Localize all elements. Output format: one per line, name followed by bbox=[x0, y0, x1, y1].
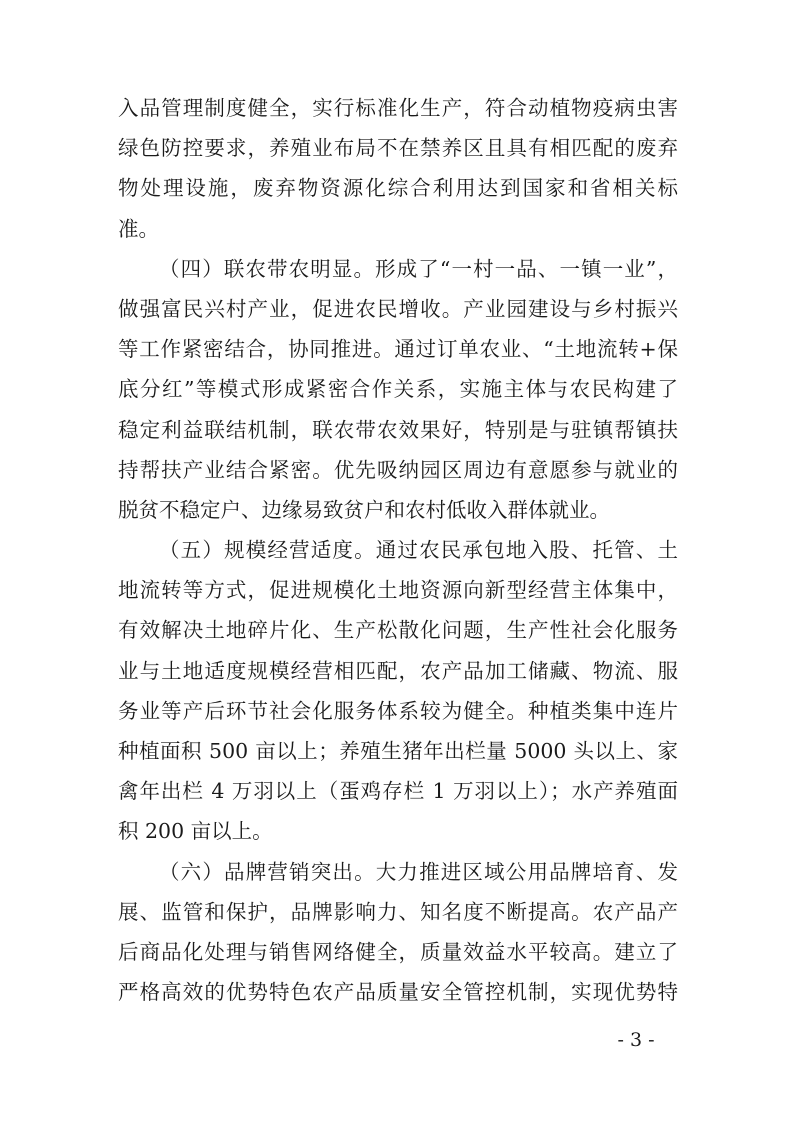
section-five-heading-line: （五）规模经营适度。通过农民承包地入股、托管、土 bbox=[159, 538, 678, 563]
text-line-11: 脱贫不稳定户、边缘易致贫户和农村低收入群体就业。 bbox=[118, 497, 610, 522]
page-number: - 3 - bbox=[617, 1029, 655, 1051]
text-line-23: 严格高效的优势特色农产品质量安全管控机制，实现优势特 bbox=[118, 980, 678, 1005]
text-line-8: 底分红”等模式形成紧密合作关系，实施主体与农民构建了 bbox=[118, 377, 678, 402]
text-line-7: 等工作紧密结合，协同推进。通过订单农业、“土地流转+保 bbox=[118, 337, 678, 362]
text-line-3: 物处理设施，废弃物资源化综合利用达到国家和省相关标 bbox=[118, 176, 678, 201]
text-line-10: 持帮扶产业结合紧密。优先吸纳园区周边有意愿参与就业的 bbox=[118, 457, 678, 482]
text-line-2: 绿色防控要求，养殖业布局不在禁养区且具有相匹配的废弃 bbox=[118, 136, 678, 161]
text-line-15: 业与土地适度规模经营相匹配，农产品加工储藏、物流、服 bbox=[118, 658, 678, 683]
text-line-14: 有效解决土地碎片化、生产松散化问题，生产性社会化服务 bbox=[118, 618, 678, 643]
text-line-17: 种植面积 500 亩以上；养殖生猪年出栏量 5000 头以上、家 bbox=[118, 739, 678, 763]
section-four-heading-line: （四）联农带农明显。形成了“一村一品、一镇一业”， bbox=[159, 256, 678, 281]
document-body bbox=[118, 88, 678, 1012]
text-line-16: 务业等产后环节社会化服务体系较为健全。种植类集中连片 bbox=[118, 698, 678, 723]
text-line-21: 展、监管和保护，品牌影响力、知名度不断提高。农产品产 bbox=[118, 899, 678, 924]
text-line-18: 禽年出栏 4 万羽以上（蛋鸡存栏 1 万羽以上）；水产养殖面 bbox=[118, 779, 678, 804]
section-six-heading-line: （六）品牌营销突出。大力推进区域公用品牌培育、发 bbox=[159, 859, 678, 884]
text-line-13: 地流转等方式，促进规模化土地资源向新型经营主体集中， bbox=[118, 578, 678, 603]
text-line-6: 做强富民兴村产业，促进农民增收。产业园建设与乡村振兴 bbox=[118, 296, 678, 321]
text-line-19: 积 200 亩以上。 bbox=[118, 819, 273, 844]
text-line-9: 稳定利益联结机制，联农带农效果好，特别是与驻镇帮镇扶 bbox=[118, 417, 678, 442]
text-line-4: 准。 bbox=[118, 216, 159, 241]
text-line-1: 入品管理制度健全，实行标准化生产，符合动植物疫病虫害 bbox=[118, 96, 678, 120]
text-line-22: 后商品化处理与销售网络健全，质量效益水平较高。建立了 bbox=[118, 939, 678, 964]
